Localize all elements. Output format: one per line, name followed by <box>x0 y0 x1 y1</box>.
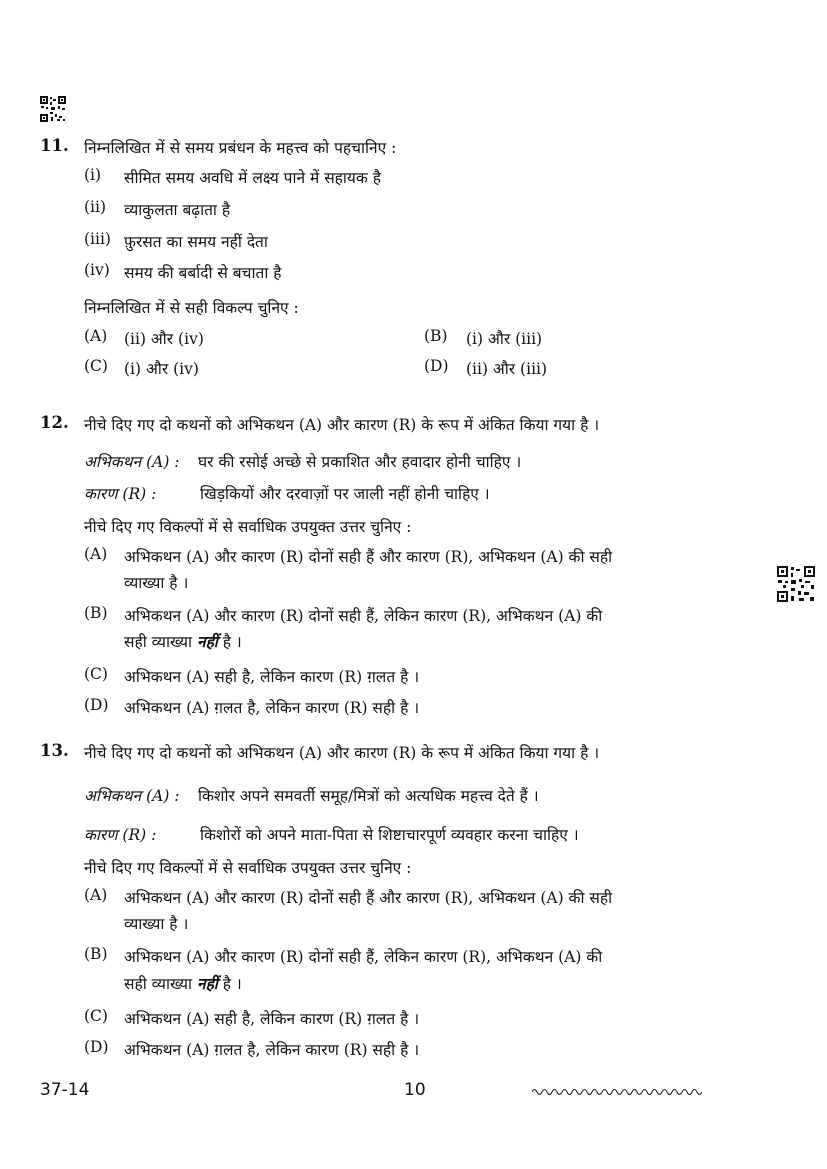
qr-code-top <box>40 96 66 122</box>
item-label: (iv) <box>84 261 110 279</box>
option-label: (A) <box>84 545 108 563</box>
option-label: (C) <box>84 665 108 683</box>
paper-code: 37-14 <box>40 1080 90 1100</box>
option-text: अभिकथन (A) और कारण (R) दोनों सही हैं और कारण (R), अभिकथन (A) की सही <box>124 548 613 566</box>
option-text: अभिकथन (A) और कारण (R) दोनों सही हैं, लेकिन कारण (R), अभिकथन (A) की <box>124 607 603 625</box>
wavy-line-decoration <box>532 1084 702 1098</box>
option-text: (ii) और (iv) <box>124 330 204 348</box>
option-text: (i) और (iv) <box>124 360 199 378</box>
instruction: नीचे दिए गए विकल्पों में से सर्वाधिक उपयुक्त उत्तर चुनिए : <box>84 518 412 536</box>
item-text: व्याकुलता बढ़ाता है <box>124 201 231 219</box>
page-number: 10 <box>404 1080 426 1100</box>
item-label: (iii) <box>84 230 111 248</box>
option-label: (A) <box>84 886 108 904</box>
option-text: अभिकथन (A) ग़लत है, लेकिन कारण (R) सही है । <box>124 699 420 717</box>
option-text-cont: व्याख्या है । <box>124 574 189 592</box>
assertion-label: अभिकथन (A) : <box>84 453 180 471</box>
option-text-part: है । <box>217 975 242 993</box>
option-text-part: सही व्याख्या <box>124 633 197 651</box>
question-stem: नीचे दिए गए दो कथनों को अभिकथन (A) और कारण (R) के रूप में अंकित किया गया है । <box>84 744 600 762</box>
item-text: समय की बर्बादी से बचाता है <box>124 264 282 282</box>
negation-emphasis: नहीं <box>196 632 218 651</box>
option-label: (D) <box>424 357 449 375</box>
reason-label: कारण (R) : <box>84 826 157 844</box>
reason-text: किशोरों को अपने माता-पिता से शिष्टाचारपूर्ण व्यवहार करना चाहिए । <box>200 826 579 844</box>
option-label: (A) <box>84 327 108 345</box>
option-text: अभिकथन (A) सही है, लेकिन कारण (R) ग़लत है । <box>124 1010 420 1028</box>
item-text: फ़ुरसत का समय नहीं देता <box>124 233 268 251</box>
question-stem: निम्नलिखित में से समय प्रबंधन के महत्त्व को पहचानिए : <box>84 139 397 157</box>
question-stem: नीचे दिए गए दो कथनों को अभिकथन (A) और कारण (R) के रूप में अंकित किया गया है । <box>84 416 600 434</box>
option-label: (D) <box>84 696 109 714</box>
instruction: निम्नलिखित में से सही विकल्प चुनिए : <box>84 299 299 317</box>
qr-code-side <box>777 566 815 602</box>
question-number: 12. <box>40 413 69 432</box>
option-text-part: सही व्याख्या <box>124 975 197 993</box>
reason-label: कारण (R) : <box>84 485 157 503</box>
option-text: अभिकथन (A) सही है, लेकिन कारण (R) ग़लत है । <box>124 668 420 686</box>
option-text-cont <box>124 630 242 652</box>
option-text: अभिकथन (A) और कारण (R) दोनों सही हैं और कारण (R), अभिकथन (A) की सही <box>124 889 613 907</box>
option-text-part: है । <box>217 633 242 651</box>
option-text: अभिकथन (A) और कारण (R) दोनों सही हैं, लेकिन कारण (R), अभिकथन (A) की <box>124 948 603 966</box>
option-label: (B) <box>84 604 108 622</box>
option-label: (D) <box>84 1038 109 1056</box>
option-label: (C) <box>84 357 108 375</box>
item-label: (i) <box>84 166 102 184</box>
assertion-label: अभिकथन (A) : <box>84 787 180 805</box>
question-number: 13. <box>40 741 69 760</box>
option-label: (C) <box>84 1007 108 1025</box>
item-label: (ii) <box>84 198 107 216</box>
option-text-cont: व्याख्या है । <box>124 915 189 933</box>
reason-text: खिड़कियों और दरवाज़ों पर जाली नहीं होनी चाहिए । <box>200 485 490 503</box>
option-text: अभिकथन (A) ग़लत है, लेकिन कारण (R) सही है । <box>124 1041 420 1059</box>
option-text: (i) और (iii) <box>466 330 543 348</box>
option-label: (B) <box>84 945 108 963</box>
assertion-text: किशोर अपने समवर्ती समूह/मित्रों को अत्यधिक महत्त्व देते हैं । <box>198 787 539 805</box>
option-text-cont <box>124 972 242 994</box>
option-label: (B) <box>424 327 448 345</box>
item-text: सीमित समय अवधि में लक्ष्य पाने में सहायक है <box>124 169 381 187</box>
negation-emphasis: नहीं <box>196 974 218 993</box>
instruction: नीचे दिए गए विकल्पों में से सर्वाधिक उपयुक्त उत्तर चुनिए : <box>84 859 412 877</box>
question-number: 11. <box>40 136 69 155</box>
assertion-text: घर की रसोई अच्छे से प्रकाशित और हवादार होनी चाहिए । <box>198 453 522 471</box>
option-text: (ii) और (iii) <box>466 360 548 378</box>
